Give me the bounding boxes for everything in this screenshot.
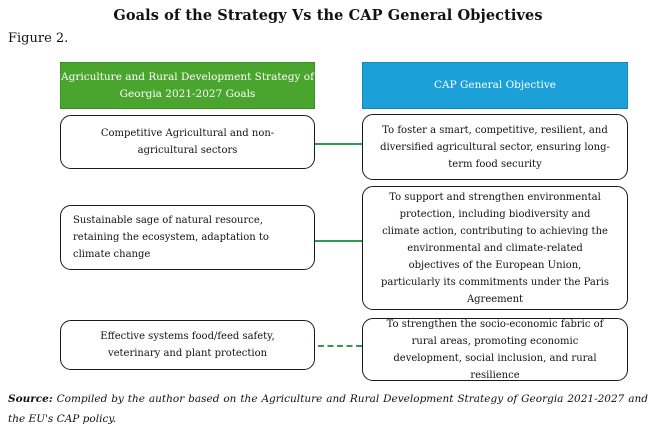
header-cap-objective-label: CAP General Objective [434, 79, 556, 91]
goal-box-2 [60, 205, 315, 270]
objective-text-2: To support and strengthen environmental protection, including biodiversity and climate action, contributing to achieving the environmental and climate-related objectives of the European Union, particularly its commitments under the Paris Agreement [381, 191, 609, 305]
figure-label: Figure 2. [8, 31, 69, 46]
goal-box-1 [60, 115, 315, 169]
connector-line-2 [315, 240, 362, 242]
connector-line-3 [318, 345, 362, 347]
goal-text-3: Effective systems food/feed safety, veterinary and plant protection [100, 331, 275, 359]
objective-box-2 [362, 186, 628, 310]
goal-text-1: Competitive Agricultural and non-agricultural sectors [100, 128, 275, 156]
header-strategy-goals [60, 62, 315, 109]
objective-text-1: To foster a smart, competitive, resilient, and diversified agricultural sector, ensuring long-term food security [380, 124, 610, 170]
objective-box-3 [362, 318, 628, 381]
source-label: Source: [8, 393, 53, 405]
connector-line-1 [315, 143, 362, 145]
source-text: Compiled by the author based on the Agriculture and Rural Development Strategy of Georgia 2021-2027 and the EU's CAP policy. [8, 393, 648, 425]
objective-text-3: To strengthen the socio-economic fabric of rural areas, promoting economic development, social inclusion, and rural resilience [386, 318, 604, 381]
header-strategy-goals-label: Agriculture and Rural Development Strategy of Georgia 2021-2027 Goals [61, 70, 314, 100]
source-note [8, 389, 648, 429]
goal-box-3 [60, 320, 315, 370]
figure-title: Goals of the Strategy Vs the CAP General Objectives [113, 7, 543, 24]
goal-text-2: Sustainable sage of natural resource, retaining the ecosystem, adaptation to climate change [73, 215, 269, 260]
objective-box-1 [362, 114, 628, 180]
header-cap-objective [362, 62, 628, 109]
